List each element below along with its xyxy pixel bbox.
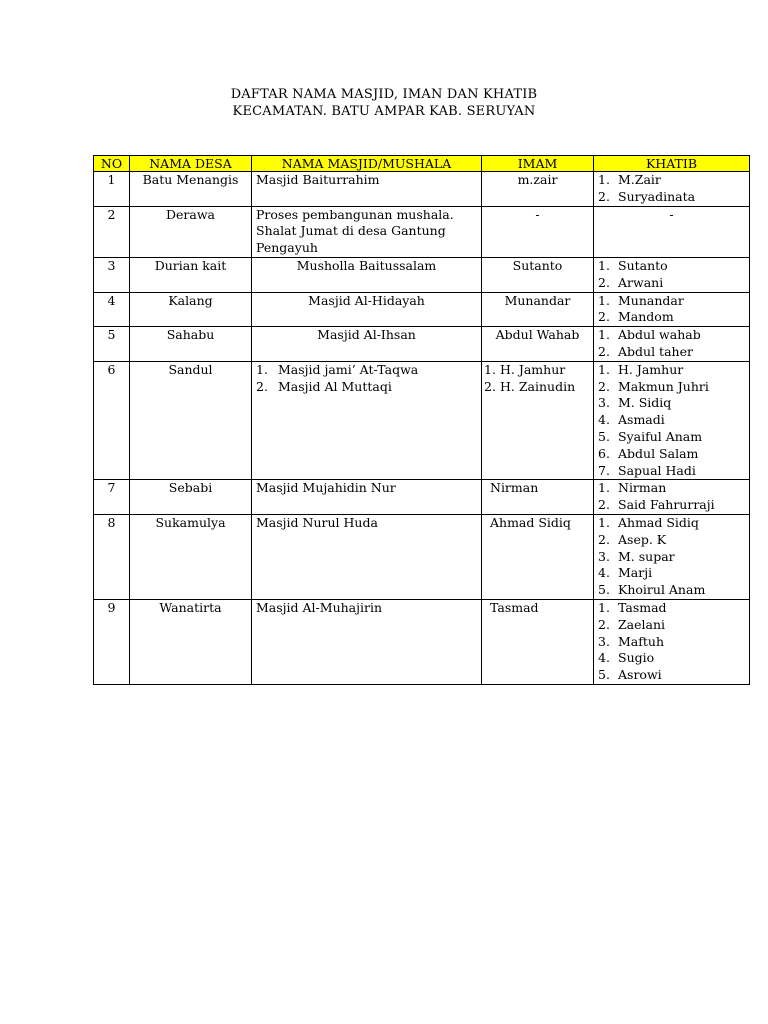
cell-masjid: Masjid Al-Hidayah [252, 292, 482, 327]
document-title: DAFTAR NAMA MASJID, IMAN DAN KHATIB [230, 87, 538, 102]
list-item: 2. Arwani [598, 274, 664, 290]
cell-no: 3 [94, 257, 130, 292]
cell-masjid: Masjid Baiturrahim [252, 172, 482, 207]
list-item: 1. Masjid jami’ At-Taqwa [256, 361, 419, 377]
cell-imam: Ahmad Sidiq [482, 514, 594, 599]
list-item: 1. Nirman [598, 480, 667, 496]
cell-khatib [594, 172, 750, 207]
list-item: 5. Syaiful Anam [598, 428, 703, 444]
table-row [94, 257, 750, 292]
list-item: 2. Makmun Juhri [598, 378, 709, 394]
cell-no: 2 [94, 206, 130, 257]
list-item: 1. Ahmad Sidiq [598, 514, 699, 530]
list-item: 1. Abdul wahab [598, 327, 701, 343]
list-item: 3. M. supar [598, 548, 675, 564]
table-header-row [94, 156, 750, 172]
list-item: 1. H. Jamhur [484, 361, 566, 377]
list-item: 2. Masjid Al Muttaqi [256, 378, 392, 394]
cell-imam: Munandar [482, 292, 594, 327]
header-nama-desa: NAMA DESA [130, 156, 252, 172]
masjid-table [93, 155, 750, 685]
cell-masjid [252, 361, 482, 480]
list-item: 3. Maftuh [598, 633, 665, 649]
cell-khatib [594, 361, 750, 480]
cell-masjid: Proses pembangunan mushala. Shalat Jumat di desa Gantung Pengayuh [252, 206, 482, 257]
cell-khatib [594, 257, 750, 292]
cell-masjid: Musholla Baitussalam [252, 257, 482, 292]
list-item: 1. Munandar [598, 292, 684, 308]
cell-desa: Batu Menangis [130, 172, 252, 207]
cell-khatib [594, 327, 750, 362]
list-item: 2. Asep. K [598, 531, 667, 547]
cell-masjid: Masjid Mujahidin Nur [252, 480, 482, 515]
cell-desa: Sebabi [130, 480, 252, 515]
header-imam: IMAM [482, 156, 594, 172]
table-row [94, 292, 750, 327]
list-item: 3. M. Sidiq [598, 395, 672, 411]
table-row [94, 480, 750, 515]
cell-desa: Durian kait [130, 257, 252, 292]
list-item: 2. Abdul taher [598, 343, 693, 359]
list-item: 4. Marji [598, 565, 653, 581]
cell-khatib [594, 480, 750, 515]
list-item: 7. Sapual Hadi [598, 462, 696, 478]
cell-masjid: Masjid Al-Ihsan [252, 327, 482, 362]
cell-khatib [594, 599, 750, 684]
list-item: 2. Suryadinata [598, 188, 696, 204]
cell-no: 5 [94, 327, 130, 362]
header-no: NO [94, 156, 130, 172]
table-row [94, 599, 750, 684]
table-row [94, 206, 750, 257]
cell-khatib [594, 514, 750, 599]
list-item: 2. H. Zainudin [484, 378, 576, 394]
list-item: 1. M.Zair [598, 172, 661, 187]
cell-no: 1 [94, 172, 130, 207]
cell-desa: Sahabu [130, 327, 252, 362]
list-item: 1. Sutanto [598, 257, 668, 273]
list-item: 4. Asmadi [598, 412, 665, 428]
cell-imam: - [482, 206, 594, 257]
cell-desa: Kalang [130, 292, 252, 327]
cell-desa: Sukamulya [130, 514, 252, 599]
table-row [94, 327, 750, 362]
list-item: 4. Sugio [598, 650, 655, 666]
cell-khatib [594, 292, 750, 327]
list-item: 5. Asrowi [598, 667, 662, 683]
cell-no: 6 [94, 361, 130, 480]
cell-masjid: Masjid Nurul Huda [252, 514, 482, 599]
table-row [94, 172, 750, 207]
cell-no: 9 [94, 599, 130, 684]
table-row [94, 361, 750, 480]
cell-imam: Abdul Wahab [482, 327, 594, 362]
cell-desa: Derawa [130, 206, 252, 257]
cell-imam: Nirman [482, 480, 594, 515]
cell-masjid: Masjid Al-Muhajirin [252, 599, 482, 684]
cell-khatib: - [594, 206, 750, 257]
cell-imam: m.zair [482, 172, 594, 207]
cell-desa: Wanatirta [130, 599, 252, 684]
list-item: 2. Said Fahrurraji [598, 497, 715, 513]
list-item: 2. Zaelani [598, 616, 666, 632]
list-item: 1. H. Jamhur [598, 361, 684, 377]
list-item: 2. Mandom [598, 309, 674, 325]
cell-no: 8 [94, 514, 130, 599]
list-item: 5. Khoirul Anam [598, 582, 706, 598]
header-khatib: KHATIB [594, 156, 750, 172]
cell-imam: Sutanto [482, 257, 594, 292]
list-item: 1. Tasmad [598, 599, 667, 615]
table-row [94, 514, 750, 599]
cell-imam [482, 361, 594, 480]
list-item: 6. Abdul Salam [598, 445, 699, 461]
cell-imam: Tasmad [482, 599, 594, 684]
cell-no: 7 [94, 480, 130, 515]
header-nama-masjid: NAMA MASJID/MUSHALA [252, 156, 482, 172]
cell-no: 4 [94, 292, 130, 327]
cell-desa: Sandul [130, 361, 252, 480]
document-subtitle: KECAMATAN. BATU AMPAR KAB. SERUYAN [232, 104, 536, 119]
